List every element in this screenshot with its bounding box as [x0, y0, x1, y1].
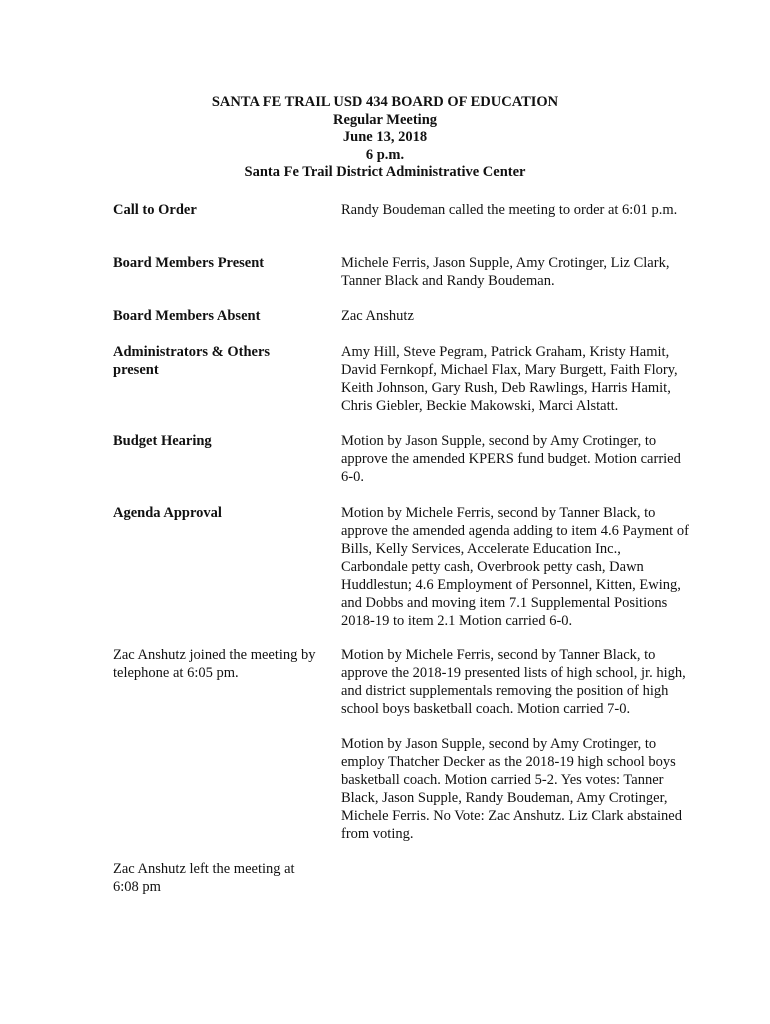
row-text: Randy Boudeman called the meeting to order at 6:01 p.m. [341, 202, 678, 218]
row-text: Michele Ferris, Jason Supple, Amy Crotinger, Liz Clark, Tanner Black and Randy Boudeman. [341, 255, 670, 289]
row-text: Zac Anshutz [341, 308, 414, 324]
row-label: Zac Anshutz joined the meeting by telephone at 6:05 pm. [113, 647, 316, 681]
row-text: Motion by Michele Ferris, second by Tanner Black, to approve the amended agenda adding to item 4.6 Payment of Bills, Kelly Services, Accelerate Education Inc., Carbondale petty cash, Overbrook petty cash, Dawn Huddlestun; 4.6 Employment of Personnel, Kitten, Ewing, and Dobbs and moving item 7.1 Supplemental Positions 2018-19 to item 2.1 Motion carried 6-0. [341, 505, 689, 629]
row-label: Board Members Present [113, 255, 265, 271]
row-text: Motion by Jason Supple, second by Amy Crotinger, to approve the amended KPERS fund budget. Motion carried 6-0. [341, 433, 681, 485]
meeting-time: 6 p.m. [365, 146, 405, 163]
row-text: Motion by Jason Supple, second by Amy Crotinger, to employ Thatcher Decker as the 2018-19 high school boys basketball coach. Motion carried 5-2. Yes votes: Tanner Black, Jason Supple, Randy Boudeman, Amy Crotinger, Michele Ferris. No Vote: Zac Anshutz. Liz Clark abstained from voting. [341, 736, 682, 842]
meeting-date: June 13, 2018 [342, 129, 428, 145]
meeting-type: Regular Meeting [332, 111, 438, 128]
document-header [0, 94, 770, 182]
row-text: Motion by Michele Ferris, second by Tanner Black, to approve the 2018-19 presented lists of high school, jr. high, and district supplementals removing the position of high school boys basketball coach. Motion carried 7-0. [341, 647, 686, 717]
district-title: SANTA FE TRAIL USD 434 BOARD OF EDUCATION [211, 94, 559, 110]
row-label: Board Members Absent [113, 308, 261, 324]
row-label: Agenda Approval [113, 505, 222, 521]
row-label: Zac Anshutz left the meeting at 6:08 pm [113, 861, 295, 895]
row-label: Budget Hearing [113, 433, 212, 449]
row-label: Administrators & Others present [113, 344, 271, 378]
row-text: Amy Hill, Steve Pegram, Patrick Graham, Kristy Hamit, David Fernkopf, Michael Flax, Mary Burgett, Faith Flory, Keith Johnson, Gary Rush, Deb Rawlings, Harris Hamit, Chris Giebler, Beckie Makowski, Marci Alstatt. [341, 344, 678, 414]
meeting-location: Santa Fe Trail District Administrative Center [244, 164, 526, 180]
row-label: Call to Order [113, 202, 197, 218]
